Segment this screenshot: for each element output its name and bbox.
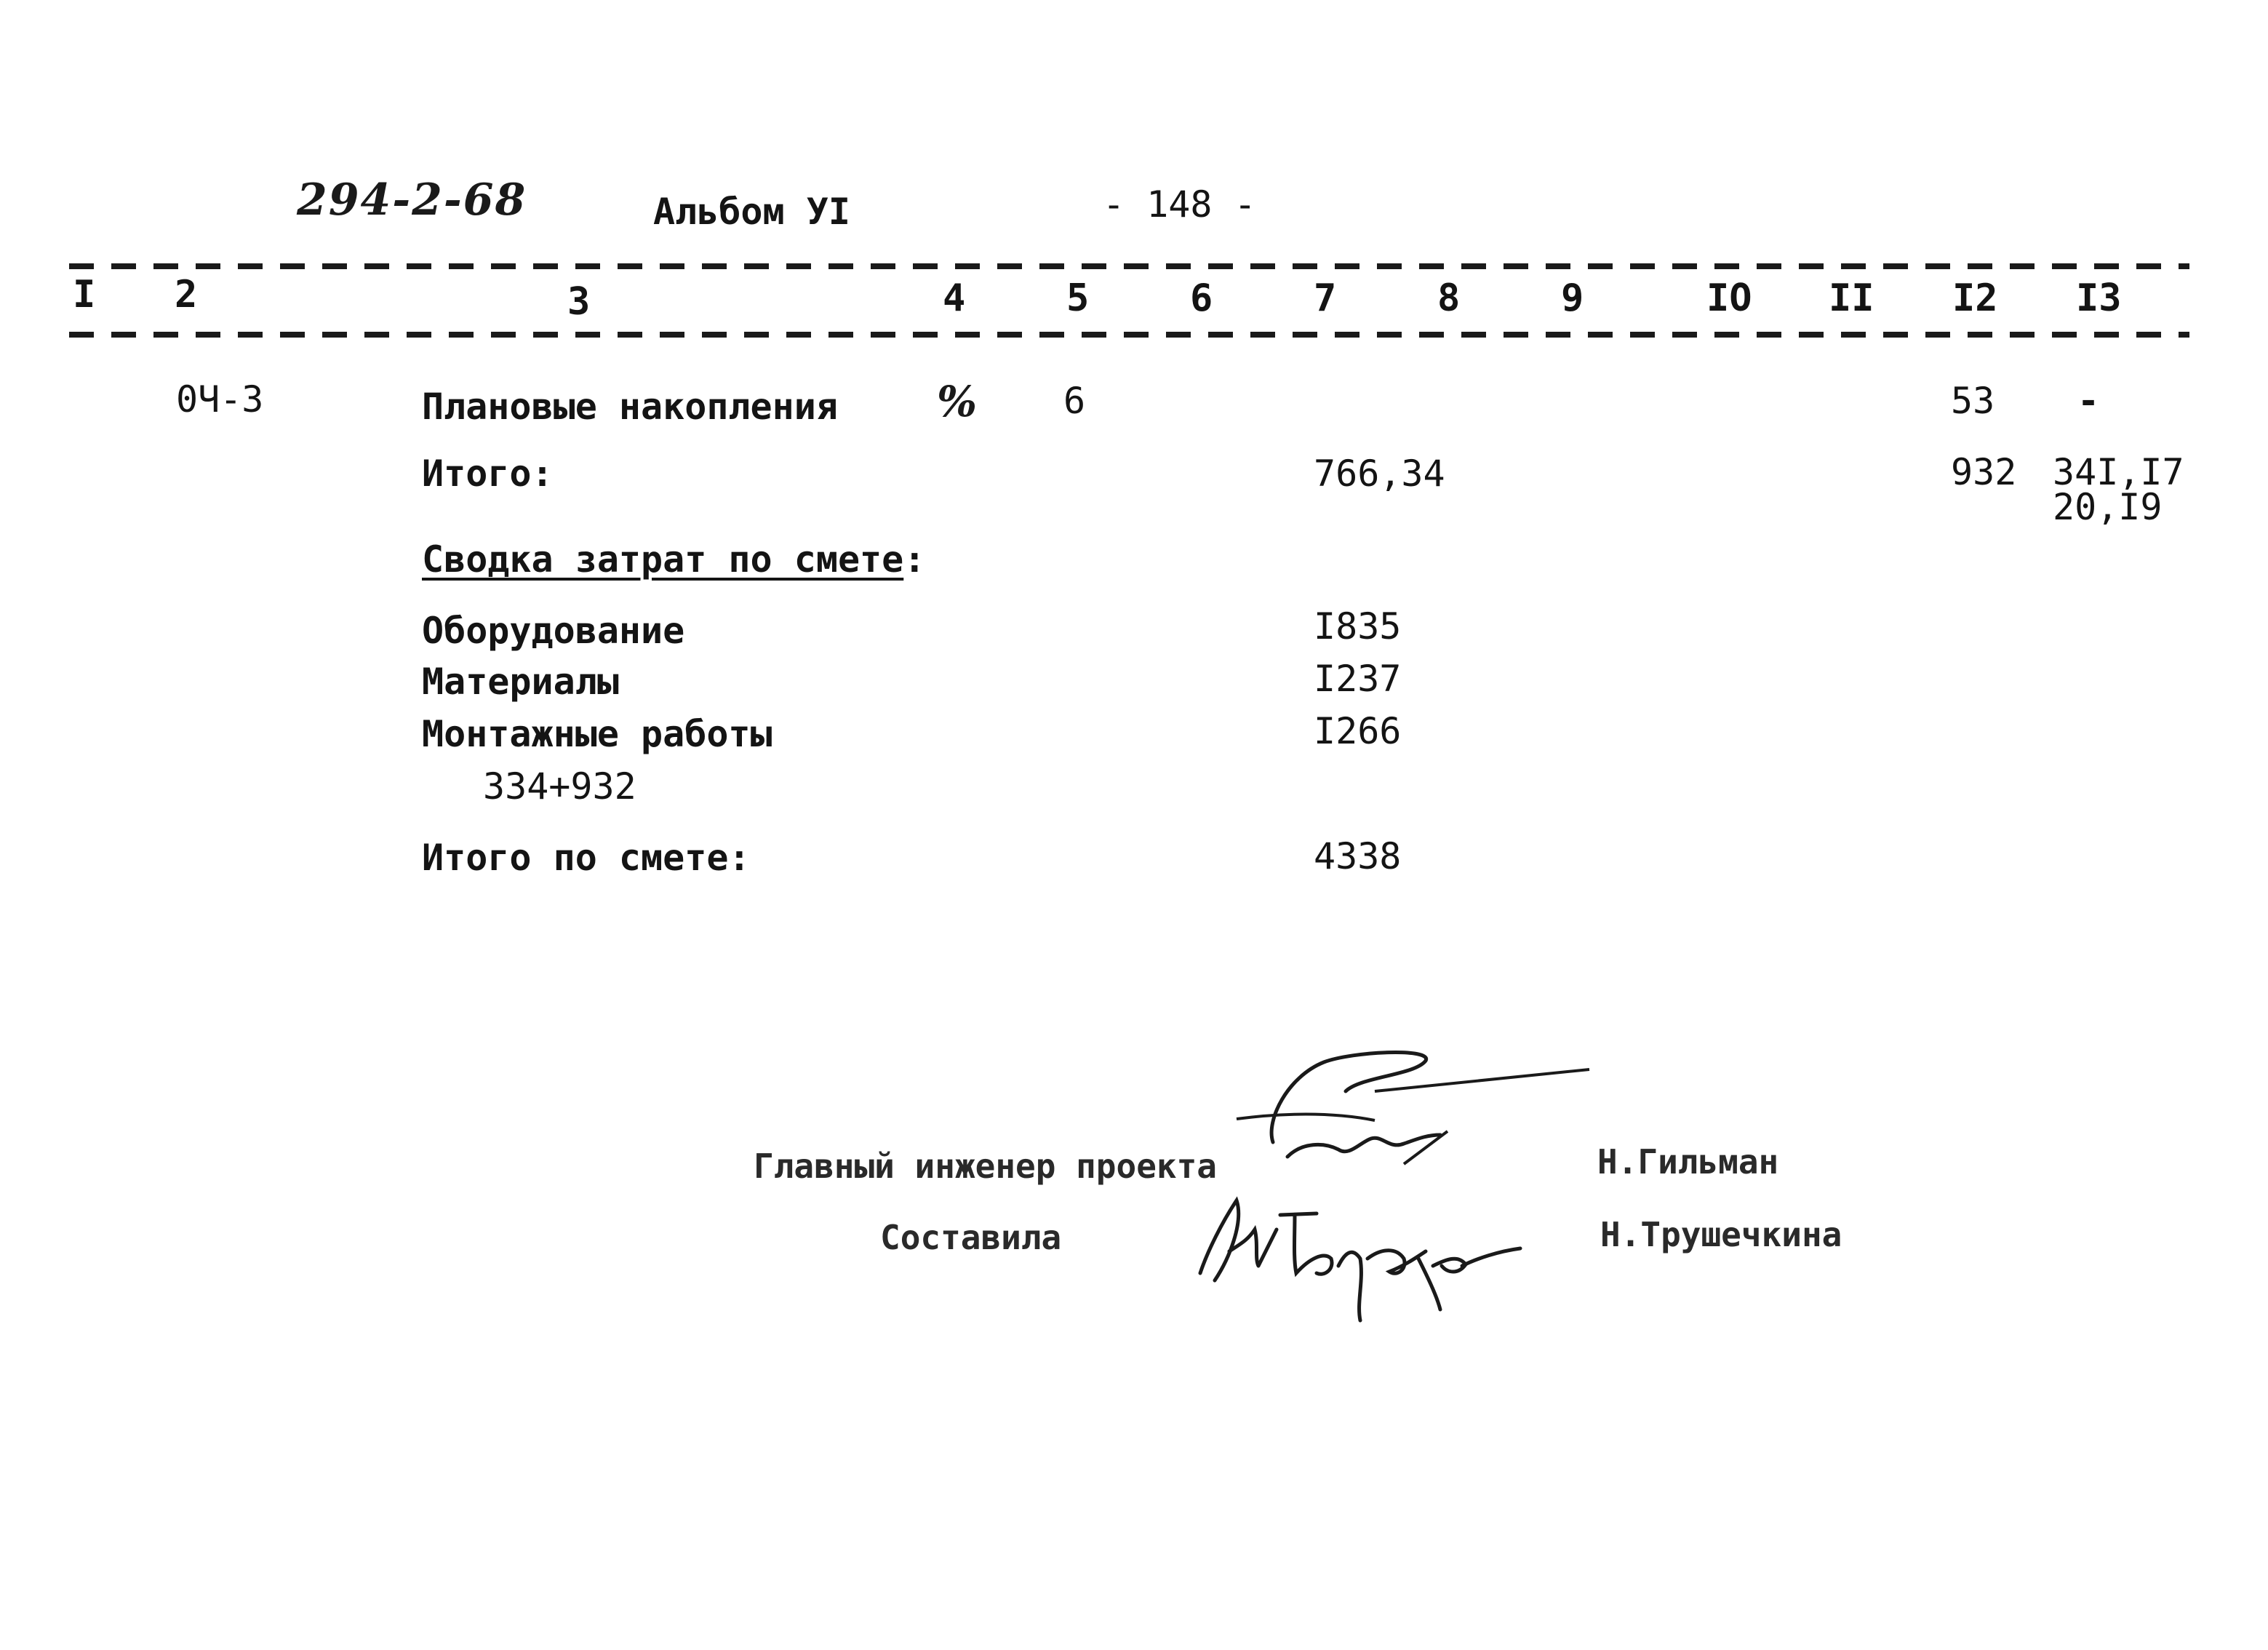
column-header: 9 <box>1561 276 1584 320</box>
column-header: I3 <box>2076 276 2122 320</box>
subtotal-label: Итого: <box>422 453 554 495</box>
column-header: I2 <box>1952 276 1998 320</box>
column-header: II <box>1829 276 1874 320</box>
summary-item-name: Оборудование <box>422 610 685 652</box>
compiler-label: Составила <box>880 1218 1062 1257</box>
item-code: 0Ч-3 <box>176 378 264 421</box>
chief-engineer-name: Н.Гильман <box>1597 1142 1779 1181</box>
header-top-rule <box>69 263 2189 269</box>
summary-title-text: Сводка затрат по смете <box>422 538 904 581</box>
column-header: 7 <box>1314 276 1337 320</box>
page-number: - 148 - <box>1103 183 1256 226</box>
column-header: 8 <box>1437 276 1461 320</box>
compiler-name: Н.Трушечкина <box>1600 1215 1842 1254</box>
item-col12: 53 <box>1951 380 1995 422</box>
chief-engineer-label: Главный инженер проекта <box>754 1147 1217 1186</box>
total-label: Итого по смете: <box>422 837 751 879</box>
album-label: Альбом УI <box>653 191 850 233</box>
summary-formula: 334+932 <box>483 765 636 808</box>
column-header: I <box>73 273 96 316</box>
subtotal-col13-bottom: 20,I9 <box>2053 486 2163 528</box>
header-bottom-rule <box>69 332 2189 338</box>
item-quantity: 6 <box>1063 380 1086 422</box>
chief-engineer-signature <box>1222 1033 1600 1179</box>
summary-title <box>422 538 925 581</box>
subtotal-col13-top: 34I,I7 <box>2053 451 2184 493</box>
column-header: 5 <box>1066 276 1090 320</box>
column-header: 3 <box>567 280 591 324</box>
summary-item-name: Монтажные работы <box>422 713 772 755</box>
total-value: 4338 <box>1314 835 1402 877</box>
summary-item-value: I266 <box>1314 710 1402 752</box>
column-header: 6 <box>1190 276 1213 320</box>
column-header: 2 <box>175 273 198 316</box>
subtotal-col12: 932 <box>1951 451 2017 493</box>
document-number: 294-2-68 <box>297 175 527 226</box>
item-name: Плановые накопления <box>422 386 838 428</box>
compiler-signature <box>1186 1179 1535 1339</box>
item-col13: - <box>2077 380 2100 422</box>
column-header: IO <box>1706 276 1752 320</box>
summary-title-colon: : <box>903 538 926 581</box>
column-header: 4 <box>943 276 966 320</box>
item-unit: % <box>937 377 979 426</box>
subtotal-col7: 766,34 <box>1314 453 1445 495</box>
summary-item-value: I237 <box>1314 658 1402 700</box>
summary-item-name: Материалы <box>422 661 619 703</box>
summary-item-value: I835 <box>1314 605 1402 647</box>
